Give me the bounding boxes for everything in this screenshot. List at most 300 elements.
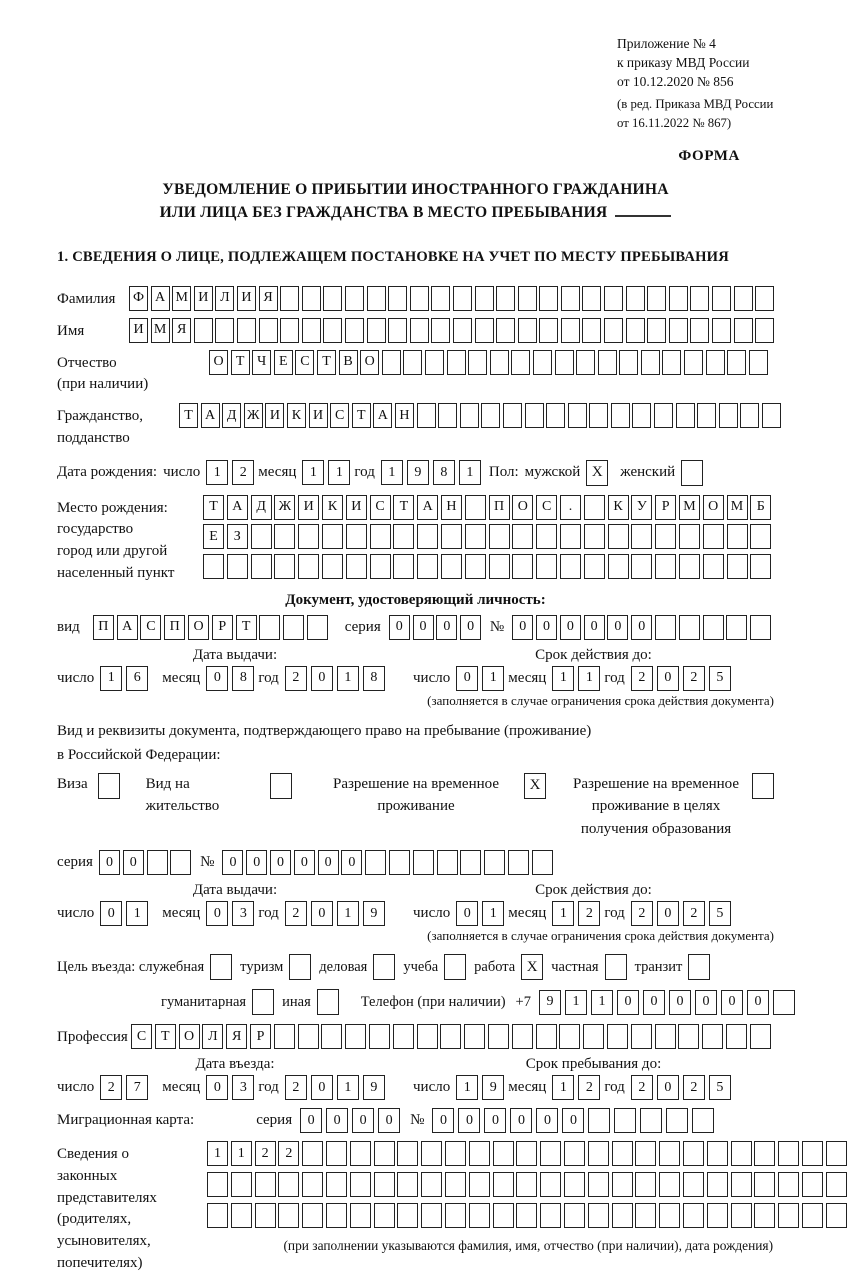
- form-cell[interactable]: [532, 850, 553, 875]
- form-cell[interactable]: [302, 1141, 323, 1166]
- form-cell[interactable]: [389, 850, 410, 875]
- form-cell[interactable]: [588, 1108, 610, 1133]
- form-cell[interactable]: [421, 1172, 442, 1197]
- form-cell[interactable]: И: [265, 403, 284, 428]
- form-cell[interactable]: Д: [251, 495, 272, 520]
- form-cell[interactable]: [475, 286, 494, 311]
- form-cell[interactable]: [564, 1203, 585, 1228]
- form-cell[interactable]: [417, 524, 438, 549]
- form-cell[interactable]: [778, 1141, 799, 1166]
- form-cell[interactable]: [679, 524, 700, 549]
- form-cell[interactable]: [560, 524, 581, 549]
- form-cell[interactable]: 1: [482, 666, 504, 691]
- form-cell[interactable]: 0: [536, 1108, 558, 1133]
- form-cell[interactable]: [659, 1203, 680, 1228]
- form-cell[interactable]: [655, 615, 676, 640]
- temp-residence-edu-checkbox[interactable]: [752, 773, 774, 799]
- form-cell[interactable]: [431, 286, 450, 311]
- form-cell[interactable]: [255, 1203, 276, 1228]
- form-cell[interactable]: [690, 318, 709, 343]
- form-cell[interactable]: Ф: [129, 286, 148, 311]
- form-cell[interactable]: [750, 554, 771, 579]
- form-cell[interactable]: Т: [155, 1024, 176, 1049]
- form-cell[interactable]: И: [194, 286, 213, 311]
- form-cell[interactable]: 2: [578, 901, 600, 926]
- form-cell[interactable]: 9: [407, 460, 429, 485]
- form-cell[interactable]: [712, 318, 731, 343]
- form-cell[interactable]: [298, 554, 319, 579]
- form-cell[interactable]: [690, 286, 709, 311]
- form-cell[interactable]: О: [512, 495, 533, 520]
- form-cell[interactable]: 1: [381, 460, 403, 485]
- purpose-humanitarian-checkbox[interactable]: [252, 989, 274, 1015]
- form-cell[interactable]: 1: [337, 666, 359, 691]
- form-cell[interactable]: С: [370, 495, 391, 520]
- form-cell[interactable]: [298, 524, 319, 549]
- form-cell[interactable]: [280, 318, 299, 343]
- form-cell[interactable]: [302, 286, 321, 311]
- form-cell[interactable]: [441, 524, 462, 549]
- form-cell[interactable]: 2: [285, 666, 307, 691]
- form-cell[interactable]: [536, 524, 557, 549]
- form-cell[interactable]: [802, 1141, 823, 1166]
- form-cell[interactable]: [147, 850, 168, 875]
- form-cell[interactable]: [350, 1172, 371, 1197]
- form-cell[interactable]: 9: [539, 990, 561, 1015]
- form-cell[interactable]: 0: [657, 901, 679, 926]
- form-cell[interactable]: [388, 286, 407, 311]
- form-cell[interactable]: [370, 524, 391, 549]
- form-cell[interactable]: Л: [215, 286, 234, 311]
- form-cell[interactable]: [298, 1024, 319, 1049]
- form-cell[interactable]: [589, 403, 608, 428]
- form-cell[interactable]: Р: [212, 615, 233, 640]
- form-cell[interactable]: 0: [206, 901, 228, 926]
- form-cell[interactable]: 0: [721, 990, 743, 1015]
- form-cell[interactable]: Р: [250, 1024, 271, 1049]
- form-cell[interactable]: О: [360, 350, 379, 375]
- visa-checkbox[interactable]: [98, 773, 120, 799]
- form-cell[interactable]: 1: [337, 901, 359, 926]
- form-cell[interactable]: 0: [222, 850, 243, 875]
- form-cell[interactable]: [403, 350, 422, 375]
- form-cell[interactable]: [397, 1172, 418, 1197]
- form-cell[interactable]: [374, 1141, 395, 1166]
- form-cell[interactable]: [496, 318, 515, 343]
- form-cell[interactable]: [410, 286, 429, 311]
- form-cell[interactable]: 2: [285, 901, 307, 926]
- form-cell[interactable]: [369, 1024, 390, 1049]
- form-cell[interactable]: [453, 318, 472, 343]
- form-cell[interactable]: [584, 495, 605, 520]
- form-cell[interactable]: [559, 1024, 580, 1049]
- form-cell[interactable]: Я: [259, 286, 278, 311]
- form-cell[interactable]: 2: [631, 666, 653, 691]
- form-cell[interactable]: 3: [232, 1075, 254, 1100]
- form-cell[interactable]: [259, 615, 280, 640]
- form-cell[interactable]: [465, 524, 486, 549]
- form-cell[interactable]: 0: [512, 615, 533, 640]
- form-cell[interactable]: 8: [433, 460, 455, 485]
- form-cell[interactable]: [802, 1172, 823, 1197]
- form-cell[interactable]: [465, 554, 486, 579]
- form-cell[interactable]: [731, 1141, 752, 1166]
- form-cell[interactable]: [707, 1203, 728, 1228]
- form-cell[interactable]: [754, 1172, 775, 1197]
- form-cell[interactable]: [632, 403, 651, 428]
- form-cell[interactable]: 0: [456, 666, 478, 691]
- form-cell[interactable]: [367, 286, 386, 311]
- form-cell[interactable]: О: [188, 615, 209, 640]
- form-cell[interactable]: [635, 1203, 656, 1228]
- form-cell[interactable]: [207, 1172, 228, 1197]
- form-cell[interactable]: [754, 1203, 775, 1228]
- form-cell[interactable]: [251, 554, 272, 579]
- form-cell[interactable]: [607, 1024, 628, 1049]
- form-cell[interactable]: Т: [317, 350, 336, 375]
- purpose-business-checkbox[interactable]: [373, 954, 395, 980]
- form-cell[interactable]: [421, 1203, 442, 1228]
- purpose-private-checkbox[interactable]: [605, 954, 627, 980]
- form-cell[interactable]: А: [373, 403, 392, 428]
- form-cell[interactable]: [231, 1172, 252, 1197]
- form-cell[interactable]: [612, 1172, 633, 1197]
- form-cell[interactable]: [536, 1024, 557, 1049]
- form-cell[interactable]: 0: [389, 615, 410, 640]
- form-cell[interactable]: [367, 318, 386, 343]
- form-cell[interactable]: [588, 1172, 609, 1197]
- form-cell[interactable]: 8: [232, 666, 254, 691]
- form-cell[interactable]: [511, 350, 530, 375]
- form-cell[interactable]: [346, 554, 367, 579]
- form-cell[interactable]: [203, 554, 224, 579]
- form-cell[interactable]: Б: [750, 495, 771, 520]
- form-cell[interactable]: [445, 1172, 466, 1197]
- form-cell[interactable]: И: [298, 495, 319, 520]
- form-cell[interactable]: К: [322, 495, 343, 520]
- form-cell[interactable]: [431, 318, 450, 343]
- form-cell[interactable]: [731, 1172, 752, 1197]
- form-cell[interactable]: В: [339, 350, 358, 375]
- form-cell[interactable]: [345, 1024, 366, 1049]
- form-cell[interactable]: [445, 1141, 466, 1166]
- form-cell[interactable]: [826, 1172, 847, 1197]
- form-cell[interactable]: 0: [560, 615, 581, 640]
- form-cell[interactable]: П: [93, 615, 114, 640]
- form-cell[interactable]: 0: [311, 666, 333, 691]
- form-cell[interactable]: 0: [432, 1108, 454, 1133]
- form-cell[interactable]: Л: [202, 1024, 223, 1049]
- form-cell[interactable]: У: [631, 495, 652, 520]
- form-cell[interactable]: [683, 1141, 704, 1166]
- form-cell[interactable]: [659, 1172, 680, 1197]
- form-cell[interactable]: [750, 615, 771, 640]
- form-cell[interactable]: [453, 286, 472, 311]
- form-cell[interactable]: [561, 286, 580, 311]
- form-cell[interactable]: [465, 495, 486, 520]
- form-cell[interactable]: [350, 1141, 371, 1166]
- form-cell[interactable]: 0: [643, 990, 665, 1015]
- form-cell[interactable]: 1: [578, 666, 600, 691]
- form-cell[interactable]: 1: [565, 990, 587, 1015]
- form-cell[interactable]: [802, 1203, 823, 1228]
- form-cell[interactable]: 0: [562, 1108, 584, 1133]
- form-cell[interactable]: 6: [126, 666, 148, 691]
- form-cell[interactable]: [274, 554, 295, 579]
- form-cell[interactable]: [370, 554, 391, 579]
- form-cell[interactable]: 0: [617, 990, 639, 1015]
- form-cell[interactable]: К: [608, 495, 629, 520]
- form-cell[interactable]: [635, 1172, 656, 1197]
- form-cell[interactable]: 1: [337, 1075, 359, 1100]
- form-cell[interactable]: [612, 1141, 633, 1166]
- form-cell[interactable]: [365, 850, 386, 875]
- form-cell[interactable]: [397, 1203, 418, 1228]
- form-cell[interactable]: 1: [552, 666, 574, 691]
- form-cell[interactable]: 0: [536, 615, 557, 640]
- form-cell[interactable]: М: [172, 286, 191, 311]
- form-cell[interactable]: 1: [231, 1141, 252, 1166]
- form-cell[interactable]: 2: [631, 901, 653, 926]
- form-cell[interactable]: 0: [206, 666, 228, 691]
- form-cell[interactable]: 0: [747, 990, 769, 1015]
- form-cell[interactable]: К: [287, 403, 306, 428]
- form-cell[interactable]: [237, 318, 256, 343]
- form-cell[interactable]: [283, 615, 304, 640]
- form-cell[interactable]: [706, 350, 725, 375]
- form-cell[interactable]: [413, 850, 434, 875]
- form-cell[interactable]: 1: [456, 1075, 478, 1100]
- sex-female-checkbox[interactable]: [681, 460, 703, 486]
- form-cell[interactable]: 2: [578, 1075, 600, 1100]
- sex-male-checkbox[interactable]: X: [586, 460, 608, 486]
- form-cell[interactable]: [460, 850, 481, 875]
- form-cell[interactable]: [702, 1024, 723, 1049]
- purpose-work-checkbox[interactable]: X: [521, 954, 543, 980]
- form-cell[interactable]: 9: [363, 901, 385, 926]
- purpose-official-checkbox[interactable]: [210, 954, 232, 980]
- form-cell[interactable]: [533, 350, 552, 375]
- form-cell[interactable]: 9: [363, 1075, 385, 1100]
- form-cell[interactable]: [493, 1172, 514, 1197]
- form-cell[interactable]: [539, 318, 558, 343]
- form-cell[interactable]: [259, 318, 278, 343]
- form-cell[interactable]: [447, 350, 466, 375]
- form-cell[interactable]: 0: [607, 615, 628, 640]
- form-cell[interactable]: [568, 403, 587, 428]
- form-cell[interactable]: [345, 318, 364, 343]
- form-cell[interactable]: [654, 403, 673, 428]
- form-cell[interactable]: [464, 1024, 485, 1049]
- form-cell[interactable]: [469, 1203, 490, 1228]
- form-cell[interactable]: [393, 524, 414, 549]
- form-cell[interactable]: [582, 286, 601, 311]
- form-cell[interactable]: [778, 1203, 799, 1228]
- form-cell[interactable]: [417, 554, 438, 579]
- form-cell[interactable]: [655, 524, 676, 549]
- form-cell[interactable]: [561, 318, 580, 343]
- form-cell[interactable]: [588, 1141, 609, 1166]
- form-cell[interactable]: [388, 318, 407, 343]
- form-cell[interactable]: [323, 286, 342, 311]
- form-cell[interactable]: .: [560, 495, 581, 520]
- form-cell[interactable]: [726, 1024, 747, 1049]
- form-cell[interactable]: [555, 350, 574, 375]
- form-cell[interactable]: О: [209, 350, 228, 375]
- form-cell[interactable]: [274, 524, 295, 549]
- form-cell[interactable]: 0: [318, 850, 339, 875]
- form-cell[interactable]: Т: [179, 403, 198, 428]
- form-cell[interactable]: [516, 1141, 537, 1166]
- form-cell[interactable]: [726, 615, 747, 640]
- form-cell[interactable]: [417, 1024, 438, 1049]
- form-cell[interactable]: [669, 318, 688, 343]
- form-cell[interactable]: [647, 318, 666, 343]
- form-cell[interactable]: А: [151, 286, 170, 311]
- form-cell[interactable]: [437, 850, 458, 875]
- form-cell[interactable]: [393, 1024, 414, 1049]
- form-cell[interactable]: [489, 554, 510, 579]
- form-cell[interactable]: А: [417, 495, 438, 520]
- form-cell[interactable]: [207, 1203, 228, 1228]
- form-cell[interactable]: [659, 1141, 680, 1166]
- form-cell[interactable]: [322, 524, 343, 549]
- form-cell[interactable]: Е: [274, 350, 293, 375]
- form-cell[interactable]: [326, 1203, 347, 1228]
- form-cell[interactable]: [512, 524, 533, 549]
- form-cell[interactable]: [440, 1024, 461, 1049]
- form-cell[interactable]: [778, 1172, 799, 1197]
- form-cell[interactable]: Ч: [252, 350, 271, 375]
- form-cell[interactable]: 0: [99, 850, 120, 875]
- form-cell[interactable]: 1: [552, 901, 574, 926]
- form-cell[interactable]: А: [201, 403, 220, 428]
- form-cell[interactable]: [460, 403, 479, 428]
- form-cell[interactable]: [826, 1141, 847, 1166]
- form-cell[interactable]: 0: [378, 1108, 400, 1133]
- form-cell[interactable]: Е: [203, 524, 224, 549]
- form-cell[interactable]: 0: [270, 850, 291, 875]
- form-cell[interactable]: 2: [683, 1075, 705, 1100]
- form-cell[interactable]: [678, 1024, 699, 1049]
- form-cell[interactable]: [512, 1024, 533, 1049]
- form-cell[interactable]: [576, 350, 595, 375]
- form-cell[interactable]: [826, 1203, 847, 1228]
- form-cell[interactable]: 2: [100, 1075, 122, 1100]
- form-cell[interactable]: [518, 286, 537, 311]
- form-cell[interactable]: [719, 403, 738, 428]
- form-cell[interactable]: [564, 1172, 585, 1197]
- form-cell[interactable]: Д: [222, 403, 241, 428]
- form-cell[interactable]: [560, 554, 581, 579]
- form-cell[interactable]: [540, 1172, 561, 1197]
- form-cell[interactable]: [582, 318, 601, 343]
- form-cell[interactable]: [707, 1141, 728, 1166]
- form-cell[interactable]: [468, 350, 487, 375]
- form-cell[interactable]: [215, 318, 234, 343]
- form-cell[interactable]: [683, 1172, 704, 1197]
- form-cell[interactable]: [488, 1024, 509, 1049]
- form-cell[interactable]: 5: [709, 1075, 731, 1100]
- form-cell[interactable]: 2: [683, 666, 705, 691]
- form-cell[interactable]: 0: [300, 1108, 322, 1133]
- form-cell[interactable]: [755, 318, 774, 343]
- form-cell[interactable]: [703, 554, 724, 579]
- form-cell[interactable]: [274, 1024, 295, 1049]
- form-cell[interactable]: Р: [655, 495, 676, 520]
- form-cell[interactable]: [755, 286, 774, 311]
- form-cell[interactable]: 1: [482, 901, 504, 926]
- form-cell[interactable]: [374, 1172, 395, 1197]
- form-cell[interactable]: 1: [207, 1141, 228, 1166]
- form-cell[interactable]: [518, 318, 537, 343]
- form-cell[interactable]: [666, 1108, 688, 1133]
- form-cell[interactable]: [231, 1203, 252, 1228]
- form-cell[interactable]: [703, 615, 724, 640]
- form-cell[interactable]: О: [703, 495, 724, 520]
- form-cell[interactable]: [194, 318, 213, 343]
- form-cell[interactable]: С: [536, 495, 557, 520]
- form-cell[interactable]: [734, 318, 753, 343]
- form-cell[interactable]: [707, 1172, 728, 1197]
- form-cell[interactable]: [608, 554, 629, 579]
- form-cell[interactable]: М: [151, 318, 170, 343]
- form-cell[interactable]: 0: [436, 615, 457, 640]
- form-cell[interactable]: [490, 350, 509, 375]
- form-cell[interactable]: 0: [311, 1075, 333, 1100]
- form-cell[interactable]: 2: [285, 1075, 307, 1100]
- form-cell[interactable]: [445, 1203, 466, 1228]
- form-cell[interactable]: 2: [683, 901, 705, 926]
- form-cell[interactable]: Ж: [274, 495, 295, 520]
- form-cell[interactable]: [679, 615, 700, 640]
- form-cell[interactable]: [410, 318, 429, 343]
- form-cell[interactable]: 0: [458, 1108, 480, 1133]
- form-cell[interactable]: [612, 1203, 633, 1228]
- form-cell[interactable]: Т: [352, 403, 371, 428]
- form-cell[interactable]: [740, 403, 759, 428]
- form-cell[interactable]: [496, 286, 515, 311]
- form-cell[interactable]: [326, 1172, 347, 1197]
- form-cell[interactable]: [546, 403, 565, 428]
- form-cell[interactable]: Т: [236, 615, 257, 640]
- form-cell[interactable]: 2: [278, 1141, 299, 1166]
- form-cell[interactable]: [683, 1203, 704, 1228]
- form-cell[interactable]: [679, 554, 700, 579]
- form-cell[interactable]: 1: [328, 460, 350, 485]
- form-cell[interactable]: И: [237, 286, 256, 311]
- form-cell[interactable]: [503, 403, 522, 428]
- form-cell[interactable]: [536, 554, 557, 579]
- form-cell[interactable]: [662, 350, 681, 375]
- form-cell[interactable]: 1: [206, 460, 228, 485]
- form-cell[interactable]: [516, 1203, 537, 1228]
- form-cell[interactable]: И: [346, 495, 367, 520]
- form-cell[interactable]: [631, 524, 652, 549]
- form-cell[interactable]: [493, 1203, 514, 1228]
- form-cell[interactable]: [302, 318, 321, 343]
- form-cell[interactable]: [438, 403, 457, 428]
- form-cell[interactable]: 1: [126, 901, 148, 926]
- form-cell[interactable]: [397, 1141, 418, 1166]
- form-cell[interactable]: 0: [510, 1108, 532, 1133]
- form-cell[interactable]: [345, 286, 364, 311]
- form-cell[interactable]: [493, 1141, 514, 1166]
- form-cell[interactable]: [539, 286, 558, 311]
- form-cell[interactable]: [346, 524, 367, 549]
- form-cell[interactable]: [692, 1108, 714, 1133]
- form-cell[interactable]: 2: [232, 460, 254, 485]
